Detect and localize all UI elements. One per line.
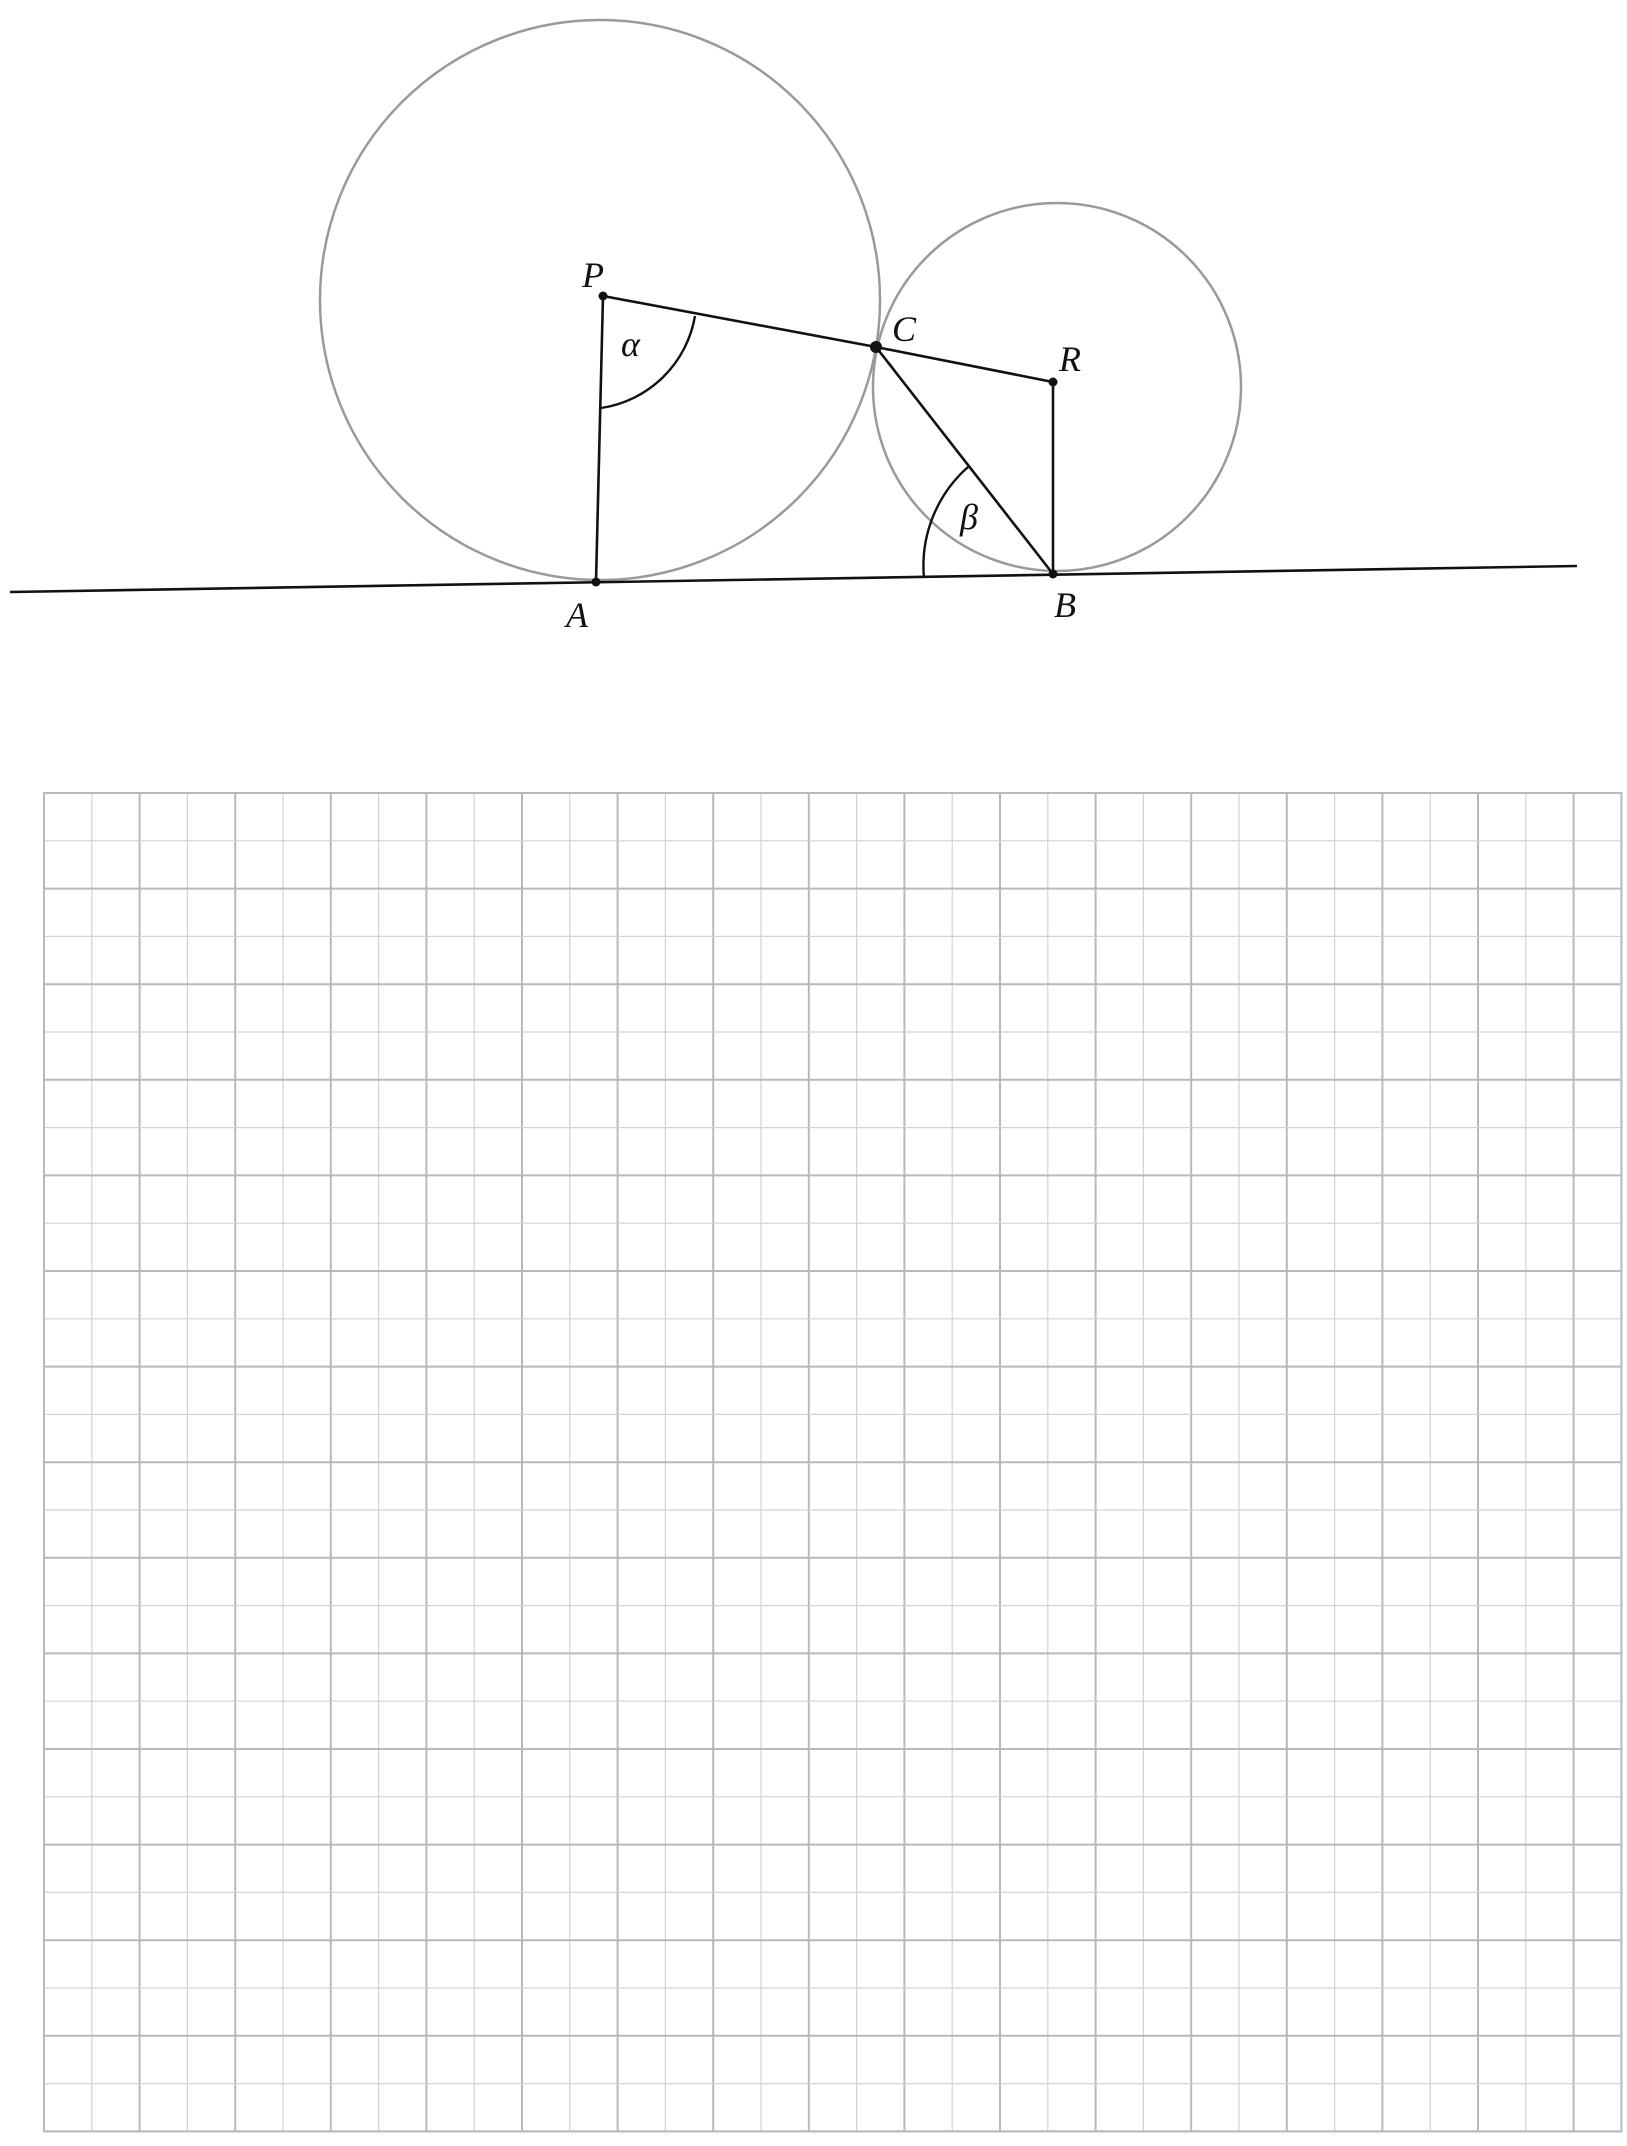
segment-cr [876, 347, 1053, 382]
point-c-dot [870, 341, 882, 353]
small-circle [873, 203, 1241, 571]
point-a-dot [592, 578, 601, 587]
angle-alpha-arc [601, 316, 695, 408]
label-beta: β [960, 497, 978, 537]
label-b: B [1054, 585, 1076, 625]
label-alpha: α [621, 324, 640, 364]
tangent-line [10, 566, 1577, 592]
label-c: C [892, 309, 917, 349]
answer-grid [44, 793, 1621, 2131]
label-r: R [1059, 339, 1081, 379]
segment-pa [596, 296, 603, 582]
label-p: P [582, 255, 604, 295]
point-r-dot [1049, 378, 1058, 387]
label-a: A [566, 595, 588, 635]
point-b-dot [1049, 570, 1058, 579]
large-circle [320, 20, 880, 580]
segment-pc [603, 296, 876, 347]
segment-cb [876, 347, 1053, 574]
